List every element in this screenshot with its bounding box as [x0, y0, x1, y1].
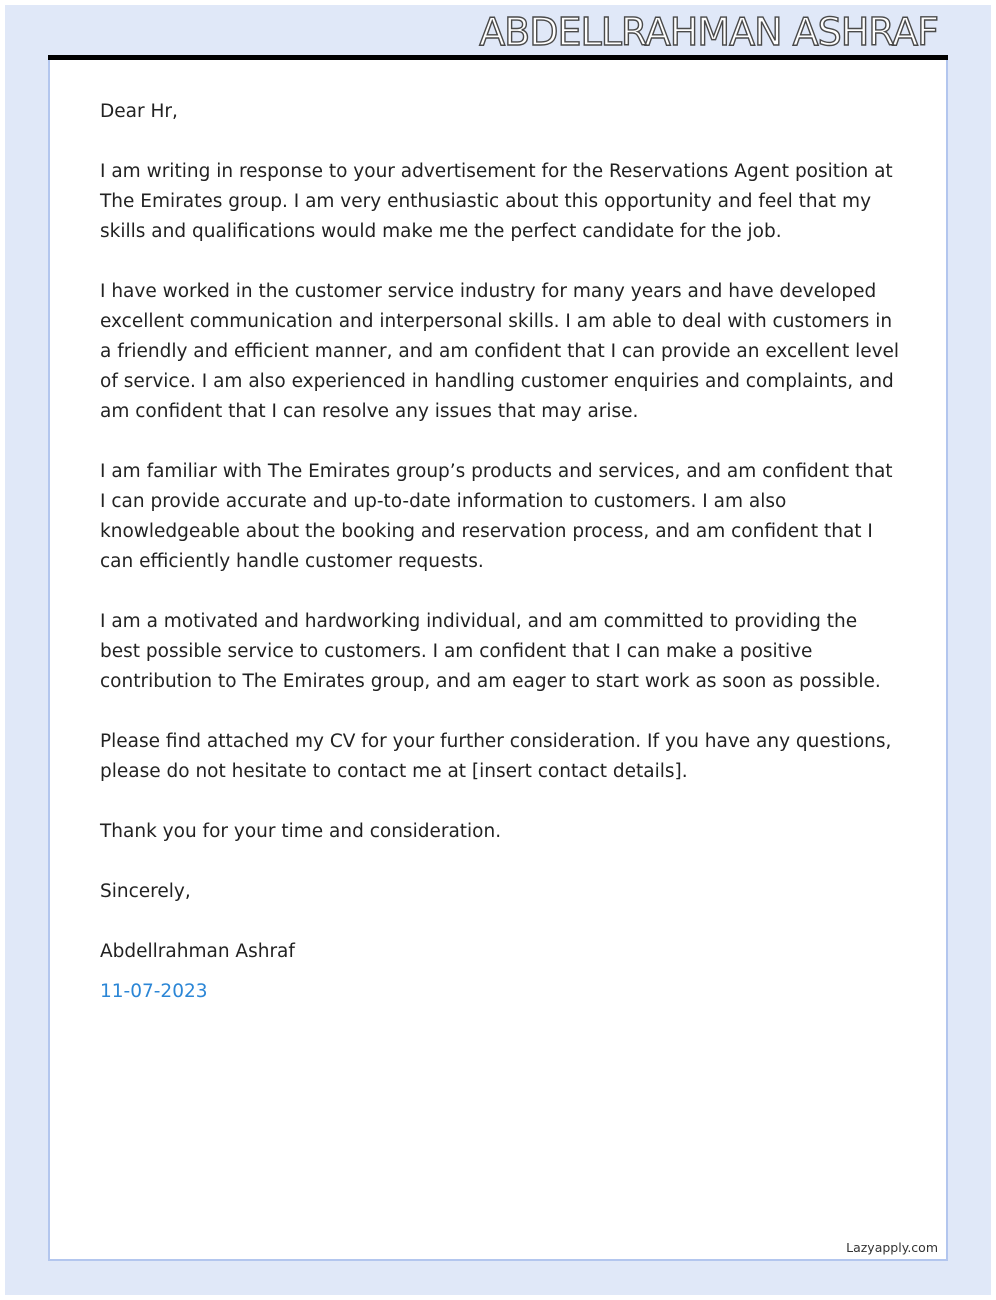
paragraph-1: I am writing in response to your advertisement for the Reservations Agent position at The Emirates group. I am very enthusiastic about this opportunity and feel that my skills and qualifications would make me the perfect candidate for the job.	[100, 161, 893, 242]
paragraph-4: I am a motivated and hardworking individual, and am committed to providing the best possible service to customers. I am confident that I can make a positive contribution to The Emirates group, and am eager to start work as soon as possible.	[100, 611, 881, 692]
watermark-link[interactable]: Lazyapply.com	[846, 1240, 938, 1255]
letter-page	[48, 60, 948, 1261]
applicant-name-header: ABDELLRAHMAN ASHRAF	[479, 10, 938, 54]
letter-body	[100, 97, 900, 1007]
closing: Sincerely,	[100, 881, 191, 902]
paragraph-2: I have worked in the customer service industry for many years and have developed excellent communication and interpersonal skills. I am able to deal with customers in a friendly and efficient manner, and am confident that I can provide an excellent level of service. I am also experienced in handling customer enquiries and complaints, and am confident that I can resolve any issues that may arise.	[100, 281, 900, 422]
paragraph-3: I am familiar with The Emirates group’s products and services, and am confident that I can provide accurate and up-to-date information to customers. I am also knowledgeable about the booking and reservation process, and am confident that I can efficiently handle customer requests.	[100, 461, 893, 572]
salutation: Dear Hr,	[100, 101, 178, 122]
paragraph-5: Please find attached my CV for your further consideration. If you have any questions, please do not hesitate to contact me at [insert contact details].	[100, 731, 892, 782]
paragraph-6: Thank you for your time and consideration.	[100, 821, 502, 842]
signature-name: Abdellrahman Ashraf	[100, 941, 295, 962]
letter-date: 11-07-2023	[100, 981, 208, 1002]
